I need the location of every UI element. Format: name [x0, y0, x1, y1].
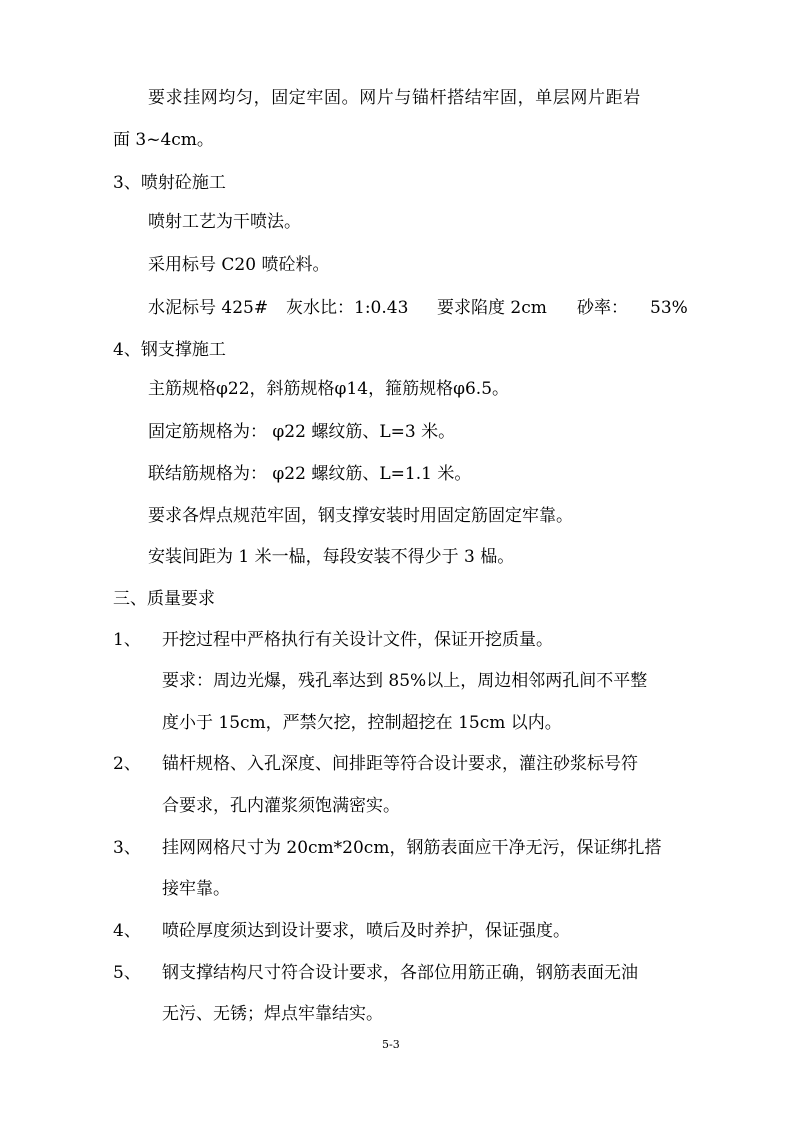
section-heading: 三、质量要求: [113, 589, 215, 609]
list-item-number: 3、: [113, 838, 141, 858]
spec-sand-ratio-label: 砂率：: [577, 298, 628, 318]
paragraph-line: 主筋规格φ22，斜筋规格φ14，箍筋规格φ6.5。: [148, 379, 510, 399]
spec-slump: 要求陷度 2cm: [437, 298, 547, 318]
list-item-text: 合要求，孔内灌浆须饱满密实。: [162, 796, 400, 816]
list-item-text: 无污、无锈；焊点牢靠结实。: [162, 1004, 383, 1024]
list-item-text: 要求：周边光爆，残孔率达到 85%以上，周边相邻两孔间不平整: [162, 671, 648, 691]
page-number: 5-3: [382, 1038, 400, 1051]
list-item-text: 喷砼厚度须达到设计要求，喷后及时养护，保证强度。: [162, 921, 570, 941]
list-item-number: 1、: [113, 630, 141, 650]
list-item-text: 接牢靠。: [162, 879, 230, 899]
paragraph-line: 要求各焊点规范牢固，钢支撑安装时用固定筋固定牢靠。: [148, 506, 573, 526]
paragraph-line: 联结筋规格为： φ22 螺纹筋、L=1.1 米。: [148, 464, 472, 484]
paragraph-line: 安装间距为 1 米一榀，每段安装不得少于 3 榀。: [148, 547, 515, 567]
spec-sand-ratio-value: 53%: [650, 298, 688, 318]
section-heading: 4、钢支撑施工: [113, 340, 226, 360]
list-item-text: 开挖过程中严格执行有关设计文件，保证开挖质量。: [162, 630, 553, 650]
paragraph-line: 面 3~4cm。: [113, 130, 214, 150]
list-item-number: 4、: [113, 921, 141, 941]
list-item-text: 钢支撑结构尺寸符合设计要求，各部位用筋正确，钢筋表面无油: [162, 963, 638, 983]
paragraph-line: 固定筋规格为： φ22 螺纹筋、L=3 米。: [148, 422, 456, 442]
paragraph-line: 喷射工艺为干喷法。: [148, 212, 301, 232]
section-heading: 3、喷射砼施工: [113, 173, 226, 193]
list-item-number: 2、: [113, 754, 141, 774]
spec-water-cement-ratio: 灰水比：1:0.43: [286, 298, 409, 318]
spec-cement-grade: 水泥标号 425#: [148, 298, 269, 318]
paragraph-line: 采用标号 C20 喷砼料。: [148, 255, 330, 275]
list-item-number: 5、: [113, 963, 141, 983]
paragraph-line: 要求挂网均匀，固定牢固。网片与锚杆搭结牢固，单层网片距岩: [148, 88, 641, 108]
list-item-text: 度小于 15cm，严禁欠挖，控制超挖在 15cm 以内。: [162, 713, 562, 733]
list-item-text: 挂网网格尺寸为 20cm*20cm，钢筋表面应干净无污，保证绑扎搭: [162, 838, 662, 858]
list-item-text: 锚杆规格、入孔深度、间排距等符合设计要求，灌注砂浆标号符: [162, 754, 638, 774]
